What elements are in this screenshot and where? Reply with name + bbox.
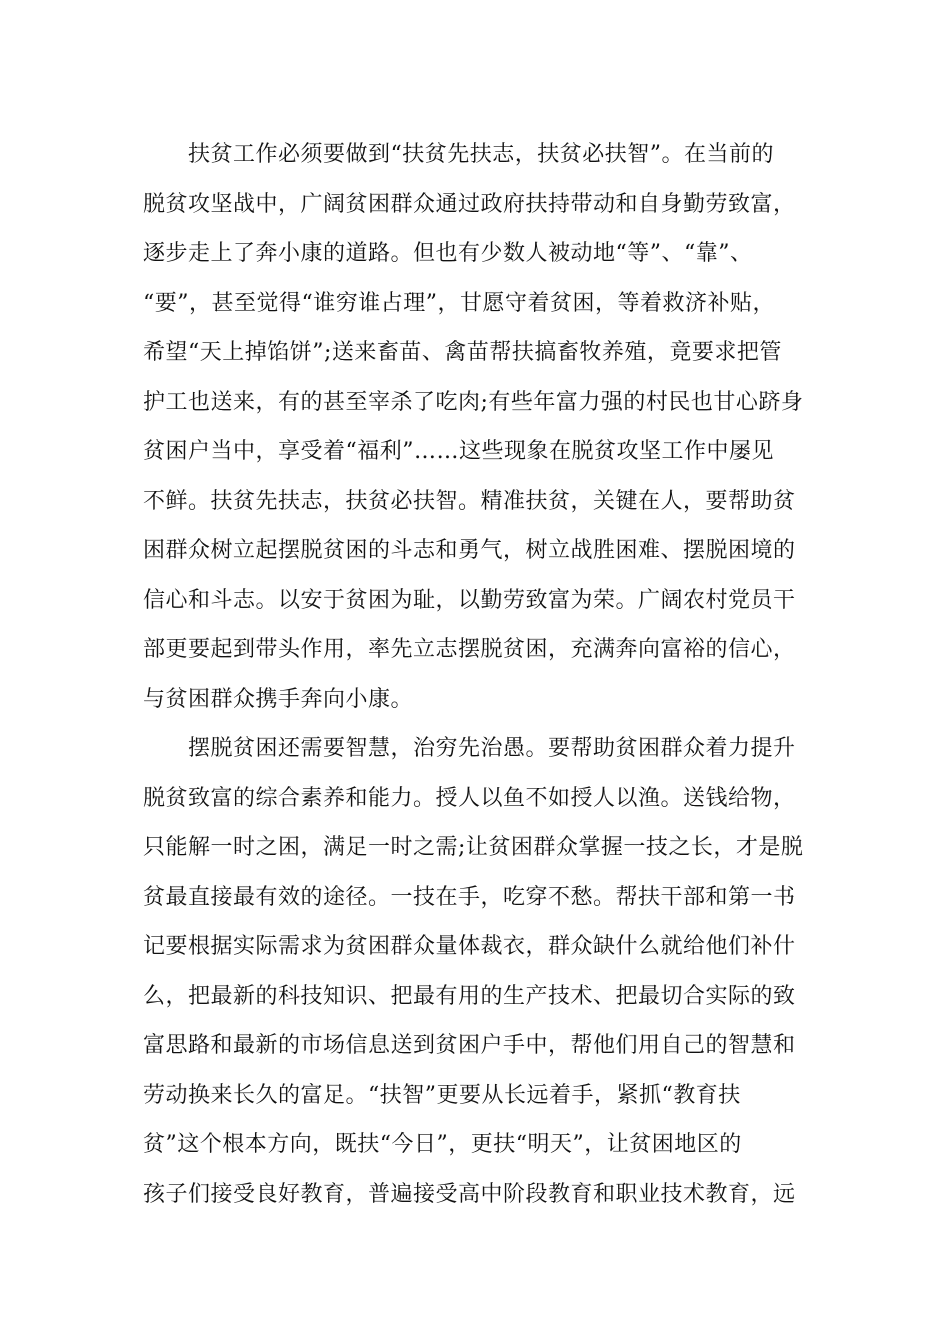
text-line: 困群众树立起摆脱贫困的斗志和勇气，树立战胜困难、摆脱困境的 <box>143 538 796 563</box>
text-line: 么，把最新的科技知识、把最有用的生产技术、把最切合实际的致 <box>143 983 796 1009</box>
text-line: 孩子们接受良好教育，普遍接受高中阶段教育和职业技术教育，远 <box>143 1181 796 1207</box>
text-line: 与贫困群众携手奔向小康。 <box>143 686 414 712</box>
paragraph-2 <box>143 724 823 1219</box>
text-line: 摆脱贫困还需要智慧，治穷先治愚。要帮助贫困群众着力提升 <box>143 736 796 761</box>
text-line: 脱贫致富的综合素养和能力。授人以鱼不如授人以渔。送钱给物， <box>143 785 796 811</box>
text-line: 富思路和最新的市场信息送到贫困户手中，帮他们用自己的智慧和 <box>143 1033 796 1058</box>
text-line: 记要根据实际需求为贫困群众量体裁衣，群众缺什么就给他们补什 <box>143 934 796 959</box>
text-line: 脱贫攻坚战中，广阔贫困群众通过政府扶持带动和自身勤劳致富， <box>143 191 796 217</box>
text-line: 贫”这个根本方向，既扶“今日”，更扶“明天”，让贫困地区的 <box>143 1132 742 1157</box>
paragraph-1 <box>143 130 823 724</box>
text-line: 护工也送来，有的甚至宰杀了吃肉;有些年富力强的村民也甘心跻身 <box>143 389 804 415</box>
text-line: 只能解一时之困，满足一时之需;让贫困群众掌握一技之长，才是脱 <box>143 835 804 860</box>
text-line: 不鲜。扶贫先扶志，扶贫必扶智。精准扶贫，关键在人，要帮助贫 <box>143 488 796 514</box>
text-line: 贫最直接最有效的途径。一技在手，吃穿不愁。帮扶干部和第一书 <box>143 884 796 910</box>
text-line: “要”，甚至觉得“谁穷谁占理”，甘愿守着贫困，等着救济补贴， <box>143 290 775 316</box>
text-line: 逐步走上了奔小康的道路。但也有少数人被动地“等”、“靠”、 <box>143 241 753 266</box>
text-line: 劳动换来长久的富足。“扶智”更要从长远着手，紧抓“教育扶 <box>143 1082 741 1108</box>
text-line: 部更要起到带头作用，率先立志摆脱贫困，充满奔向富裕的信心， <box>143 637 796 662</box>
text-line: 信心和斗志。以安于贫困为耻，以勤劳致富为荣。广阔农村党员干 <box>143 587 796 613</box>
text-line: 贫困户当中，享受着“福利”……这些现象在脱贫攻坚工作中屡见 <box>143 439 774 464</box>
text-line: 扶贫工作必须要做到“扶贫先扶志，扶贫必扶智”。在当前的 <box>143 142 774 167</box>
text-line: 希望“天上掉馅饼”;送来畜苗、禽苗帮扶搞畜牧养殖，竟要求把管 <box>143 340 782 365</box>
document-body <box>143 130 823 1219</box>
